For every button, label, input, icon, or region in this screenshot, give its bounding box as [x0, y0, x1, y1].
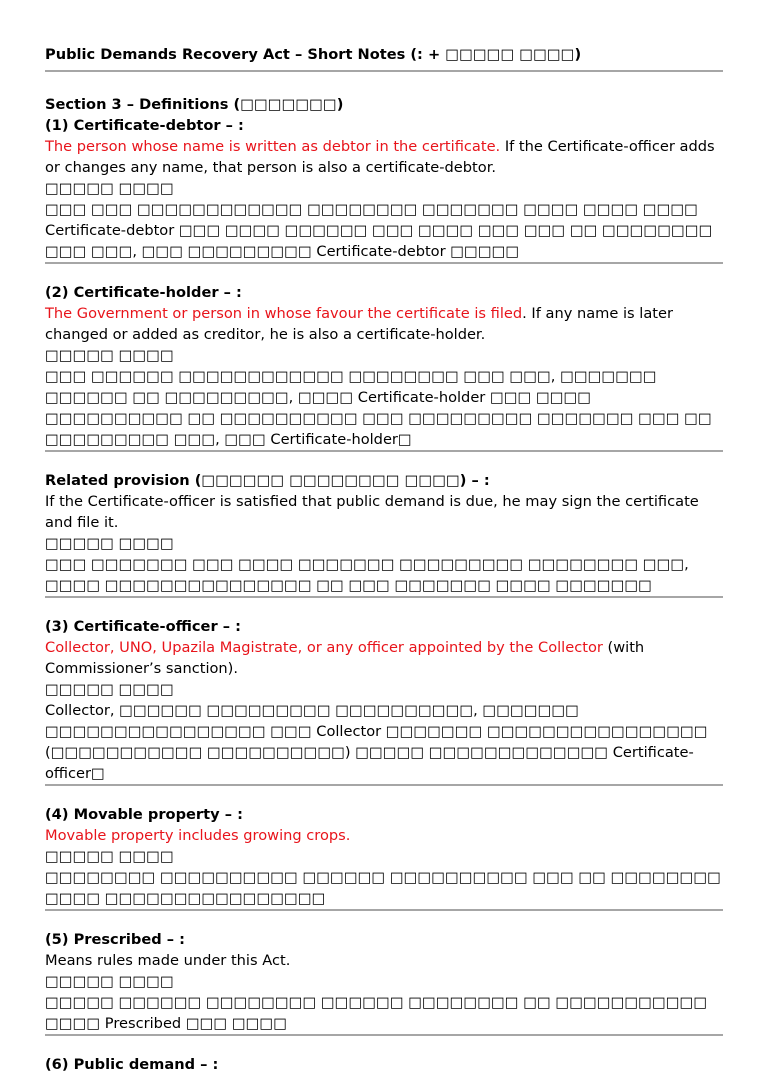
definition-english-text	[45, 491, 723, 533]
definition-english-text	[45, 136, 723, 178]
bangla-text: □□□□□□□□ □□□□□□□□□□ □□□□□□ □□□□□□□□□□ □□□ □□ □□□□□□□□ □□□□ □□□□□□□□□□□□□□□□	[45, 869, 721, 907]
definition-heading: (3) Certificate-officer – :	[45, 618, 241, 635]
definition-english-text	[45, 825, 723, 846]
definition-english-text	[45, 303, 723, 345]
bangla-label: □□□□□ □□□□	[45, 347, 174, 364]
bangla-label: □□□□□ □□□□	[45, 180, 174, 197]
bangla-text: Collector, □□□□□□ □□□□□□□□□ □□□□□□□□□□, □□□□□□□ □□□□□□□□□□□□□□□□ □□□ Collector □□□□□□□ □□□□□□□□□□□□□□□□ (□□□□□□□□□□□ □□□□□□□□□□) □□□□□ □□□□□□□□□□□□□ Certificate-officer□	[45, 702, 708, 782]
definition-heading: (2) Certificate-holder – :	[45, 284, 242, 301]
definition-heading: (5) Prescribed – :	[45, 931, 185, 948]
document-title: Public Demands Recovery Act – Short Notes (: + □□□□□ □□□□)	[45, 46, 582, 63]
highlighted-definition: The person whose name is written as debtor in the certificate.	[45, 138, 501, 155]
highlighted-definition: Collector, UNO, Upazila Magistrate, or any officer appointed by the Collector	[45, 639, 603, 656]
bangla-text: □□□□□ □□□□□□ □□□□□□□□ □□□□□□ □□□□□□□□ □□ □□□□□□□□□□□ □□□□ Prescribed □□□ □□□□	[45, 994, 708, 1032]
bangla-label: □□□□□ □□□□	[45, 535, 174, 552]
definition-heading: (6) Public demand – :	[45, 1056, 219, 1073]
definition-heading: (1) Certificate-debtor – :	[45, 117, 244, 134]
bangla-text: □□□ □□□ □□□□□□□□□□□□ □□□□□□□□ □□□□□□□ □□□□ □□□□ □□□□ Certificate-debtor □□□ □□□□ □□□□□□ □□□ □□□□ □□□ □□□ □□ □□□□□□□□ □□□ □□□, □□□ □□□□□□□□□ Certificate-debtor □□□□□	[45, 201, 713, 260]
definition-note: If the Certificate-officer adds or changes any name, that person is also a certificate-debtor.	[45, 138, 715, 176]
section-heading: Section 3 – Definitions (□□□□□□□)	[45, 96, 344, 113]
definition-note: . If any name is later changed or added as creditor, he is also a certificate-holder.	[45, 305, 673, 343]
bangla-label: □□□□□ □□□□	[45, 973, 174, 990]
definition-heading: Related provision (□□□□□□ □□□□□□□□ □□□□) – :	[45, 472, 490, 489]
highlighted-definition: Movable property includes growing crops.	[45, 827, 351, 844]
definition-note: Means rules made under this Act.	[45, 952, 291, 969]
definition-english-text	[45, 637, 723, 679]
definition-english-text	[45, 950, 723, 971]
bangla-text: □□□ □□□□□□□ □□□ □□□□ □□□□□□□ □□□□□□□□□ □□□□□□□□ □□□, □□□□ □□□□□□□□□□□□□□□ □□ □□□ □□□□□□□ □□□□ □□□□□□□	[45, 556, 689, 594]
bangla-label: □□□□□ □□□□	[45, 681, 174, 698]
highlighted-definition: The Government or person in whose favour the certificate is filed	[45, 305, 523, 322]
bangla-label: □□□□□ □□□□	[45, 848, 174, 865]
definition-heading: (4) Movable property – :	[45, 806, 243, 823]
bangla-text: □□□ □□□□□□ □□□□□□□□□□□□ □□□□□□□□ □□□ □□□, □□□□□□□ □□□□□□ □□ □□□□□□□□□, □□□□ Certificate-holder □□□ □□□□ □□□□□□□□□□ □□ □□□□□□□□□□ □□□ □□□□□□□□□ □□□□□□□ □□□ □□ □□□□□□□□□ □□□, □□□ Certificate-holder□	[45, 368, 712, 448]
document-page	[45, 44, 723, 1075]
definition-note: (with Commissioner’s sanction).	[45, 639, 645, 677]
definition-note: If the Certificate-officer is satisfied that public demand is due, he may sign the certificate and file it.	[45, 493, 699, 531]
